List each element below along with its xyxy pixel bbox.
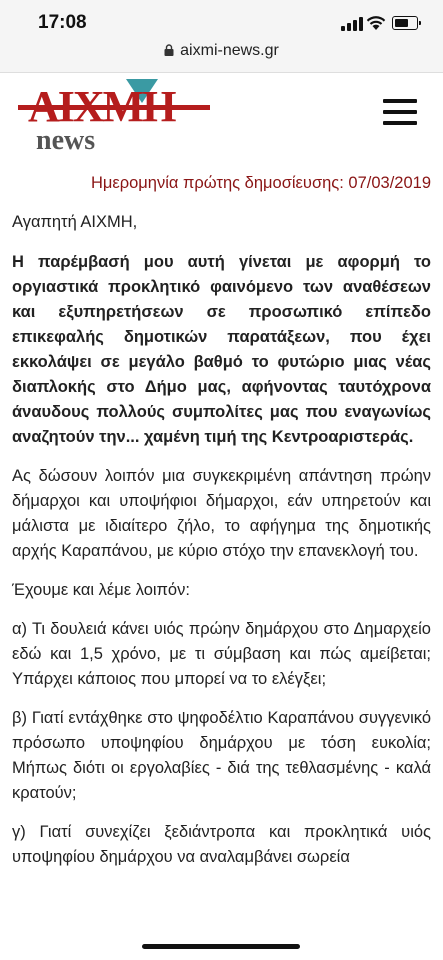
lock-icon: [164, 44, 174, 56]
cellular-signal-icon: [341, 17, 363, 31]
paragraph: Έχουμε και λέμε λοιπόν:: [12, 581, 190, 599]
svg-text:AIXMH: AIXMH: [28, 82, 175, 131]
article-body: [0, 158, 443, 884]
home-indicator[interactable]: [142, 944, 300, 949]
battery-icon: [392, 16, 418, 30]
wifi-icon: [366, 15, 386, 31]
clock: 17:08: [38, 12, 87, 33]
intro-paragraph: Η παρέμβασή μου αυτή γίνεται με αφορμή το οργιαστικά προκλητικό φαινόμενο των αναθέσεων και εξυπηρετήσεων σε προσωπικό επίπεδο επικεφαλής δημοτικών παρατάξεων, που έχει εκκολάψει σε μεγάλο βαθμό το φυτώριο μιας νέας διαπλοκής στο Δήμο μας, αφήνοντας ταυτόχρονα άναυδους πολλούς συμπολίτες μας που εναγωνίως αναζητούν την... χαμένη τιμή της Κεντροαριστεράς.: [12, 253, 431, 446]
list-item-c: γ) Γιατί συνεχίζει ξεδιάντροπα και προκλητικά υιός υποψηφίου δημάρχου να αναλαμβάνει σωρεία: [12, 823, 431, 866]
url-text: aixmi-news.gr: [180, 42, 279, 59]
address-bar[interactable]: [0, 42, 443, 60]
site-header: [0, 73, 443, 159]
greeting: Αγαπητή ΑΙΧΜΗ,: [12, 213, 138, 231]
hamburger-menu-icon[interactable]: [383, 99, 417, 125]
svg-text:news: news: [36, 125, 96, 156]
list-item-a: α) Τι δουλειά κάνει υιός πρώην δημάρχου στο Δημαρχείο εδώ και 1,5 χρόνο, με τι σύμβαση και πώς αμείβεται; Υπάρχει κάποιος που μπορεί να το ελέγξει;: [12, 620, 431, 688]
browser-chrome: [0, 0, 443, 73]
status-bar: [0, 0, 443, 46]
aixmi-news-logo[interactable]: [14, 77, 214, 157]
paragraph: Ας δώσουν λοιπόν μια συγκεκριμένη απάντηση πρώην δήμαρχοι και υποψήφιοι δήμαρχοι, εάν υπηρετούν και μάλιστα με ιδιαίτερο ζήλο, το αφήγημα της δημοτικής αρχής Καραπάνου, με κύριο στόχο την επανεκλογή του.: [12, 467, 431, 560]
list-item-b: β) Γιατί εντάχθηκε στο ψηφοδέλτιο Καραπάνου συγγενικό πρόσωπο υποψηφίου δημάρχου με τόση ευκολία; Μήπως διότι οι εργολαβίες - διά της τεθλασμένης - καλά κρατούν;: [12, 709, 431, 802]
publication-date: Ημερομηνία πρώτης δημοσίευσης: 07/03/2019: [90, 174, 431, 192]
